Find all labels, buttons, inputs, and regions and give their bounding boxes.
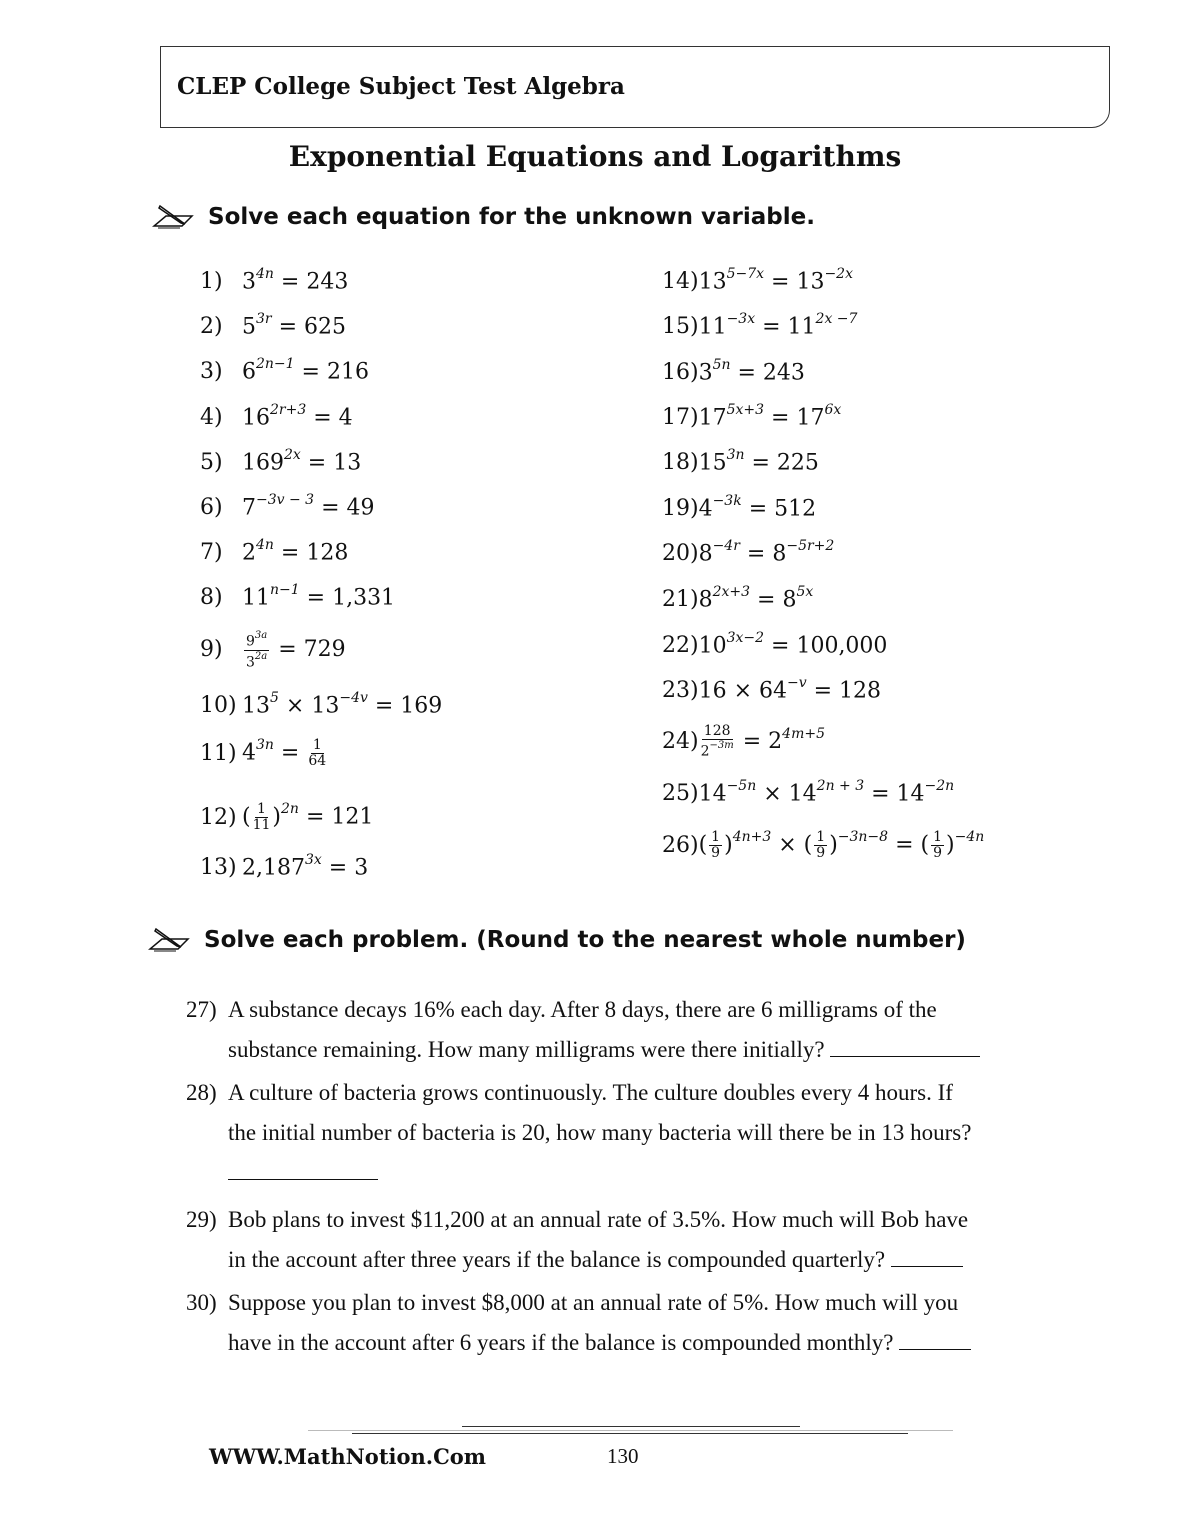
problem-text: the initial number of bacteria is 20, how many bacteria will there be in 13 hours? <box>228 1120 972 1145</box>
word-problems <box>186 990 1056 1366</box>
problem-number: 28) <box>186 1080 217 1105</box>
equation-9: 9) $\frac{9^{3a}}{3^{2a}}$ = 729 <box>200 630 346 671</box>
problem-29 <box>186 1200 1056 1280</box>
equation-11: 11) $4^{3n}$ = $\frac{1}{64}$ <box>200 737 327 769</box>
problem-text: in the account after three years if the balance is compounded quarterly? <box>228 1247 886 1272</box>
equation-22: $22)10^{3x-2} = 100,000$ <box>662 630 888 659</box>
equation-2: 2) $5^{3r} = 625$ <box>200 311 347 340</box>
problem-27 <box>186 990 1056 1070</box>
equation-13: 13) $2,187^{3x} = 3$ <box>200 852 369 881</box>
answer-blank[interactable] <box>830 1038 980 1057</box>
equation-23: $23)16 \times 64^{-v} = 128$ <box>662 675 882 704</box>
equation-4: 4) $16^{2r+3} = 4$ <box>200 402 353 431</box>
equation-3: 3) $6^{2n-1} = 216$ <box>200 356 369 385</box>
equation-7: 7) $2^{4n} = 128$ <box>200 537 349 566</box>
problem-text: A substance decays 16% each day. After 8 days, there are 6 milligrams of the <box>228 997 937 1022</box>
equation-1: 1) $3^{4n} = 243$ <box>200 266 349 295</box>
equation-20: $20)8^{-4r} = 8^{-5r+2}$ <box>662 538 835 567</box>
page-title: Exponential Equations and Logarithms <box>288 140 902 173</box>
equation-14: $14)13^{5-7x} = 13^{-2x}$ <box>662 266 853 295</box>
problem-30 <box>186 1283 1056 1363</box>
problem-text: substance remaining. How many milligrams were there initially? <box>228 1037 825 1062</box>
section2-instruction <box>148 925 966 955</box>
equation-18: $18)15^{3n} = 225$ <box>662 447 819 476</box>
equation-19: $19)4^{-3k} = 512$ <box>662 493 817 522</box>
section1-instruction <box>152 202 815 232</box>
footer-site: WWW.MathNotion.Com <box>209 1444 487 1469</box>
equation-15: $15)11^{-3x} = 11^{2x -7}$ <box>662 311 858 340</box>
problem-text: Bob plans to invest $11,200 at an annual rate of 3.5%. How much will Bob have <box>228 1207 969 1232</box>
equation-25: $25)14^{-5n} \times 14^{2n + 3} = 14^{-2n}$ <box>662 778 955 807</box>
header-box <box>160 46 1110 128</box>
equation-5: 5) $169^{2x} = 13$ <box>200 447 362 476</box>
equation-17: $17)17^{5x+3} = 17^{6x}$ <box>662 402 842 431</box>
pencil-paper-icon <box>152 202 196 232</box>
problem-text: Suppose you plan to invest $8,000 at an annual rate of 5%. How much will you <box>228 1290 959 1315</box>
header-title: CLEP College Subject Test Algebra <box>177 73 625 100</box>
section1-instruction-text: Solve each equation for the unknown variable. <box>208 204 815 230</box>
equation-12: 12) ( $\frac{1}{11}$ )$^{2n}$ = 121 <box>200 801 374 833</box>
problem-text: A culture of bacteria grows continuously. The culture doubles every 4 hours. If <box>228 1080 953 1105</box>
problem-number: 27) <box>186 997 217 1022</box>
equation-24: 24) $\frac{128}{2^{-3m}}$ = $2^{4m+5}$ <box>662 723 825 760</box>
section2-instruction-text: Solve each problem. (Round to the nearest whole number) <box>204 927 966 953</box>
pencil-paper-icon <box>148 925 192 955</box>
problem-text: have in the account after 6 years if the balance is compounded monthly? <box>228 1330 894 1355</box>
equation-6: 6) $7^{-3v - 3} = 49$ <box>200 492 375 521</box>
answer-blank[interactable] <box>891 1248 963 1267</box>
equation-8: 8) $11^{n-1} = 1,331$ <box>200 582 396 611</box>
problem-number: 30) <box>186 1290 217 1315</box>
equation-26: 26)( $\frac{1}{9}$ )$^{4n+3}$ × ( $\frac{1}{9}$ )$^{-3n-8}$ = ( $\frac{1}{9}$ )$^{-4n}$ <box>662 829 985 861</box>
problem-number: 29) <box>186 1207 217 1232</box>
answer-blank[interactable] <box>899 1331 971 1350</box>
answer-blank[interactable] <box>228 1161 378 1180</box>
equation-16: $16)3^{5n} = 243$ <box>662 357 805 386</box>
equation-10: 10) $13^5 \times 13^{-4v} = 169$ <box>200 690 443 719</box>
problem-28 <box>186 1073 1056 1197</box>
page-number: 130 <box>607 1444 639 1468</box>
equation-21: $21)8^{2x+3} = 8^{5x}$ <box>662 584 814 613</box>
